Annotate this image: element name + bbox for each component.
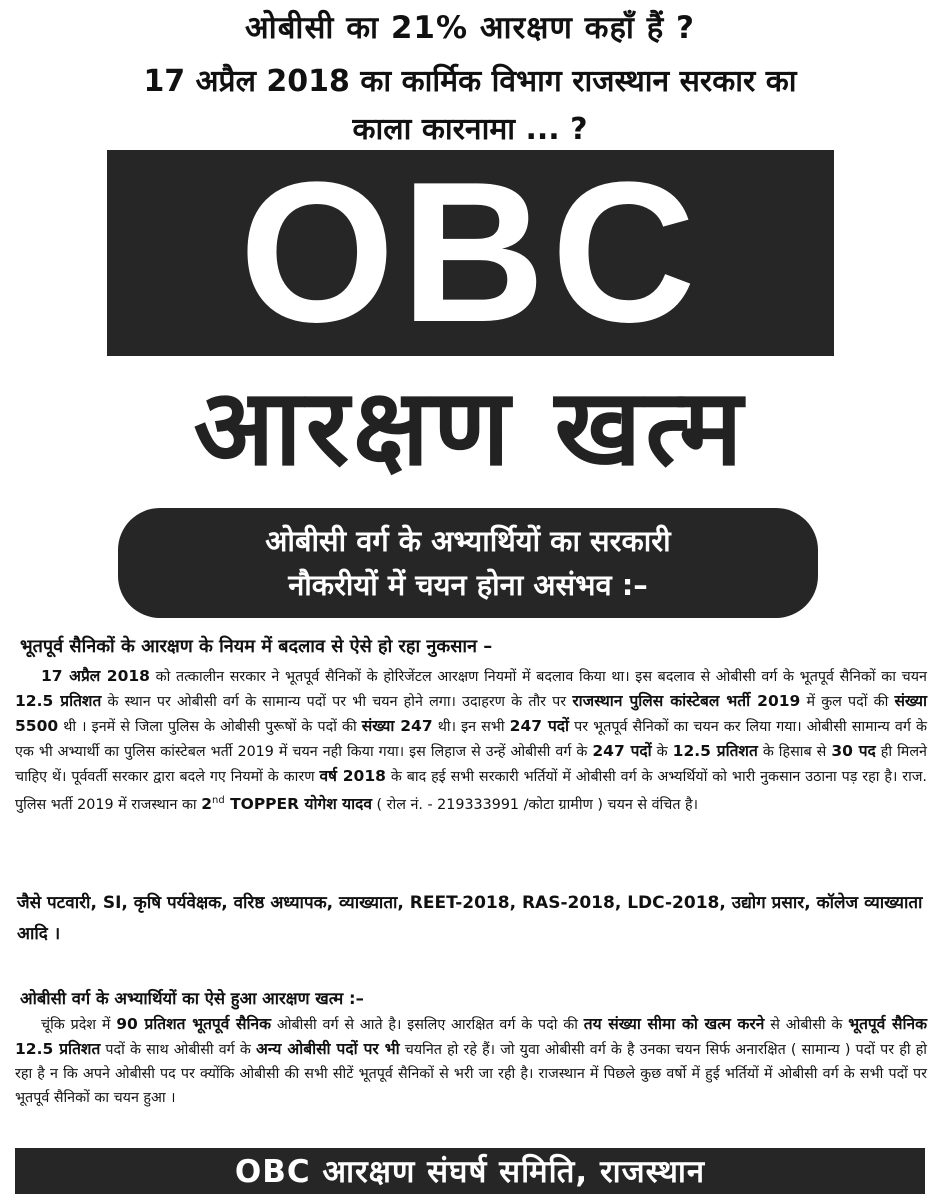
body-highlight: संख्या 247 — [361, 717, 433, 735]
body-highlight: भूतपूर्व सैनिक 12.5 प्रतिशत — [15, 1015, 928, 1058]
body-highlight: 30 पद — [831, 742, 876, 760]
body-text: के — [651, 744, 673, 760]
body-text: के स्थान पर ओबीसी वर्ग के सामान्य पदों पर भी चयन होने लगा। उदाहरण के तौर पर — [101, 694, 573, 710]
exam-list: जैसे पटवारी, SI, कृषि पर्यवेक्षक, वरिष्ठ अध्यापक, व्याख्याता, REET-2018, RAS-2018, LDC-2018, उद्योग प्रसार, कॉलेज व्याख्याता आदि । — [17, 893, 923, 944]
body-highlight: 247 पदों — [509, 717, 570, 735]
topper-rank-suffix: nd — [211, 795, 225, 806]
section2-heading: ओबीसी वर्ग के अभ्यार्थियों का ऐसे हुआ आरक्षण खत्म :– — [20, 989, 364, 1008]
footer-banner — [15, 1148, 925, 1194]
body-text: से ओबीसी के — [764, 1017, 849, 1033]
body-highlight: तय संख्या सीमा को खत्म करने — [583, 1015, 765, 1033]
section1-heading: भूतपूर्व सैनिकों के आरक्षण के नियम में बदलाव से ऐसे हो रहा नुकसान – — [20, 636, 493, 657]
subtitle-line-1: 17 अप्रैल 2018 का कार्मिक विभाग राजस्थान सरकार का — [143, 64, 797, 99]
poster-subtitle — [0, 58, 940, 154]
body-text: ओबीसी वर्ग से आते है। इसलिए आरक्षित वर्ग के पदो की — [271, 1017, 584, 1033]
body-highlight: 247 पदों — [592, 742, 652, 760]
body-text: चूंकि प्रदेश में — [41, 1017, 117, 1033]
body-highlight: संख्या 5500 — [15, 692, 928, 735]
obc-banner-text: OBC — [239, 141, 702, 364]
body-text: पर भूतपूर्व सैनिकों का चयन कर लिया गया। ओबीसी सामान्य वर्ग के एक भी अभ्यार्थी का पुलिस कांस्टेबल भर्ती 2019 में चयन नही किया गया। इस लिहाज से उन्हें ओबीसी वर्ग के — [15, 719, 927, 760]
body-highlight: अन्य ओबीसी पदों पर भी — [255, 1040, 400, 1058]
body-text: ही मिलने चाहिए थें। पूर्ववर्ती सरकार द्वारा बदले गए नियमों के कारण — [15, 744, 927, 785]
body-text: में कुल पदों की — [800, 694, 895, 710]
body-text: ( रोल नं. - 219333991 /कोटा ग्रामीण ) चयन से वंचित है। — [371, 796, 699, 813]
body-highlight: वर्ष 2018 — [319, 767, 386, 785]
topper-name: TOPPER योगेश यादव — [224, 794, 372, 813]
body-text: को तत्कालीन सरकार ने भूतपूर्व सैनिकों के होरिजेंटल आरक्षण नियमों में बदलाव किया था। इस बदलाव से ओबीसी वर्ग के भूतपूर्व सैनिकों का चयन — [149, 669, 927, 685]
section1-body — [15, 664, 927, 817]
body-highlight: 12.5 प्रतिशत — [15, 692, 102, 710]
body-highlight: राजस्थान पुलिस कांस्टेबल भर्ती 2019 — [572, 692, 801, 710]
callout-pill — [118, 508, 818, 618]
body-text: थी । इनमें से जिला पुलिस के ओबीसी पुरूषों के पदों की — [58, 719, 362, 735]
topper-rank: 2 — [201, 794, 212, 813]
headline: आरक्षण खत्म — [193, 366, 747, 489]
body-text: के बाद हई सभी सरकारी भर्तियों में ओबीसी वर्ग के अभ्यर्थियों को भारी नुकसान उठाना पड़ रहा है। राज. पुलिस भर्ती 2019 में राजस्थान का — [15, 769, 927, 813]
section1-paragraph — [15, 664, 927, 817]
section2-paragraph — [15, 1012, 927, 1110]
body-text: पदों के साथ ओबीसी वर्ग के — [100, 1042, 256, 1058]
body-text: चयनित हो रहे हैं। जो युवा ओबीसी वर्ग के है उनका चयन सिर्फ अनारक्षित ( सामान्य ) पदों पर ही हो रहा है न कि अपने ओबीसी पद पर क्योंकि ओबीसी की सभी सीटें भूतपूर्व सैनिकों से भरी जा रही है। राजस्थान में पिछले कुछ वर्षो में हुई भर्तियों में ओबीसी वर्ग के सभी पदों पर भूतपूर्व सैनिकों का चयन हुआ । — [15, 1042, 927, 1106]
body-text: के हिसाब से — [757, 744, 832, 760]
callout-line-2: नौकरीयों में चयन होना असंभव :– — [288, 568, 648, 602]
body-highlight: 12.5 प्रतिशत — [672, 742, 758, 760]
subtitle-line-2: काला कारनामा ... ? — [352, 112, 588, 147]
footer-text: OBC आरक्षण संघर्ष समिति, राजस्थान — [234, 1154, 706, 1190]
body-highlight: 90 प्रतिशत भूतपूर्व सैनिक — [116, 1015, 272, 1033]
obc-banner — [107, 141, 834, 364]
section2-body — [15, 1012, 927, 1110]
callout-line-1: ओबीसी वर्ग के अभ्यार्थियों का सरकारी — [265, 524, 671, 558]
poster-title: ओबीसी का 21% आरक्षण कहाँ हैं ? — [245, 10, 695, 46]
body-text: थी। इन सभी — [432, 719, 510, 735]
date-highlight: 17 अप्रैल 2018 — [41, 667, 150, 685]
